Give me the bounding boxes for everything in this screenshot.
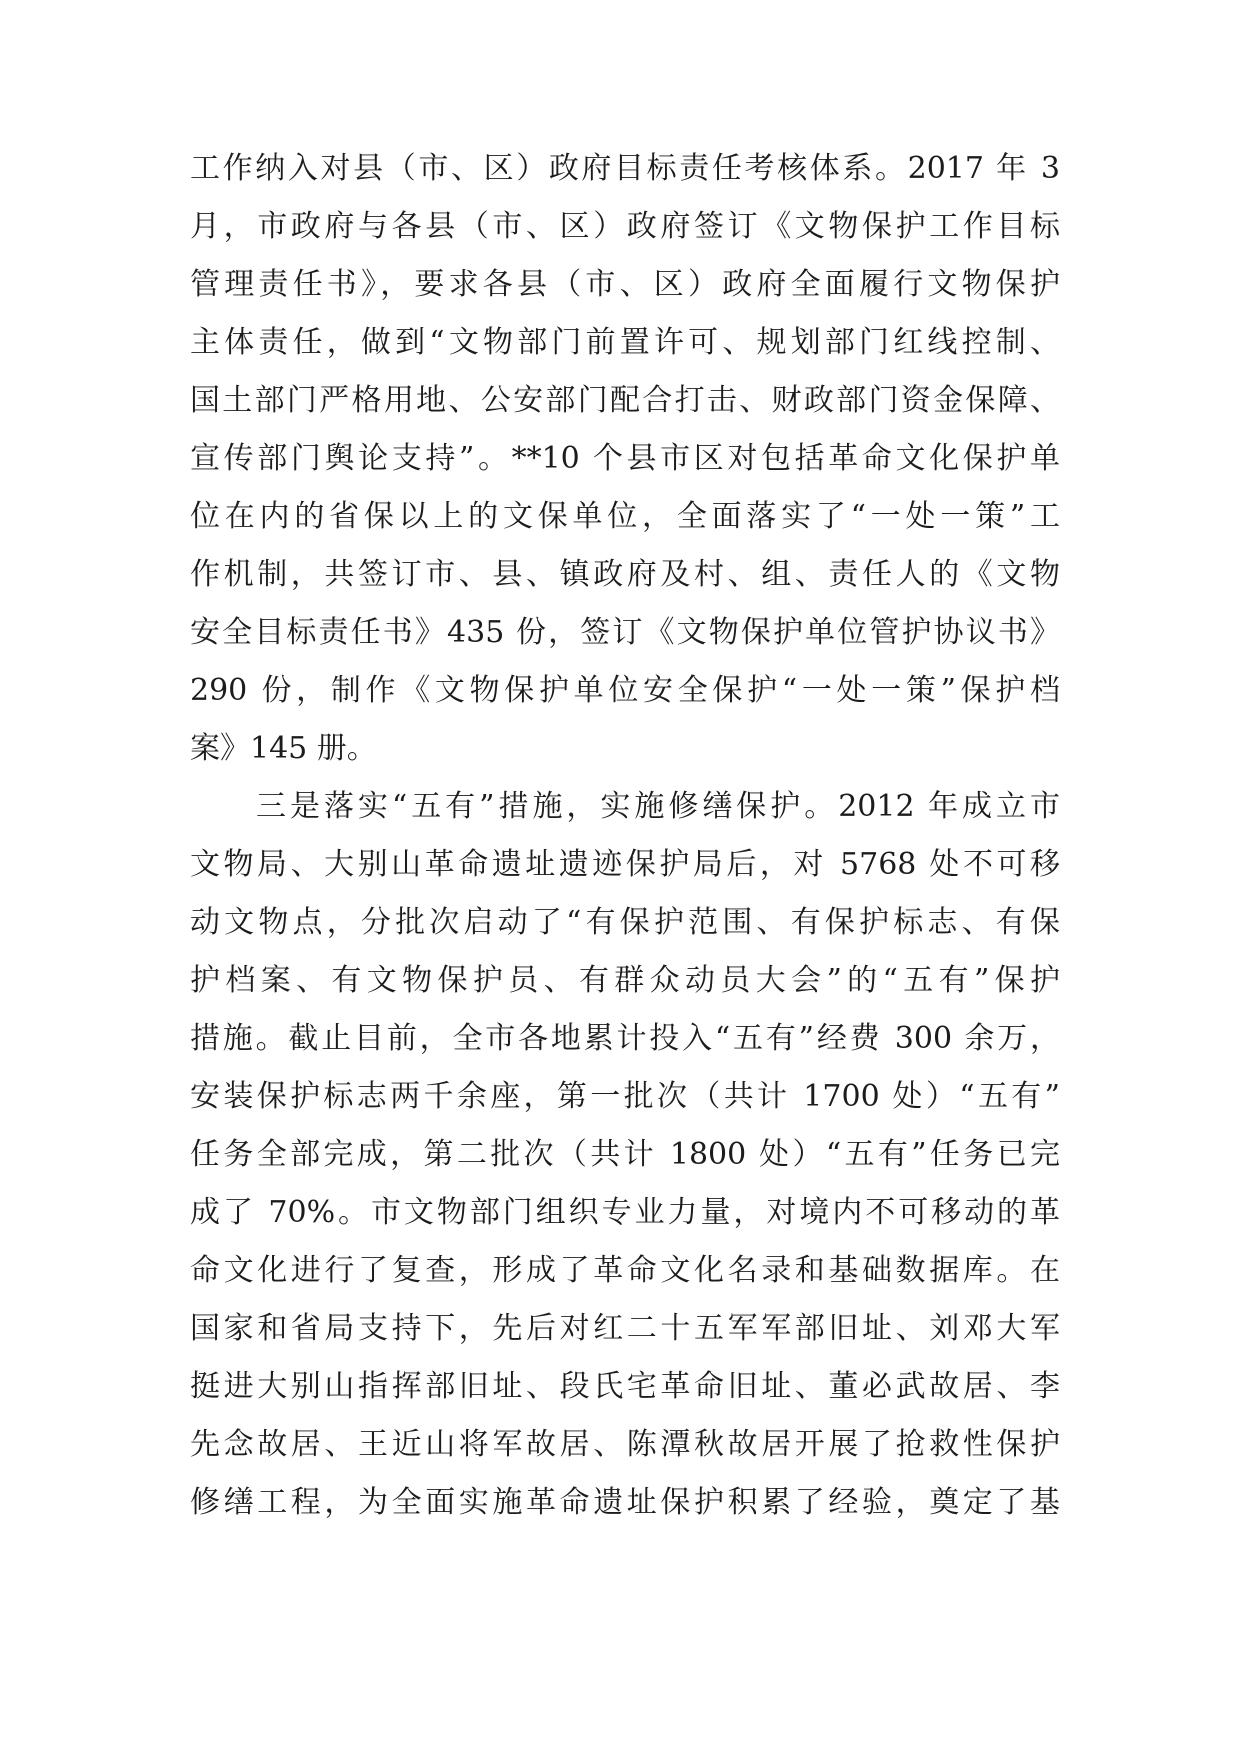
text-line: 动文物点，分批次启动了“有保护范围、有保护标志、有保 [190,905,1060,940]
text-line: 管理责任书》，要求各县（市、区）政府全面履行文物保护 [190,267,1060,302]
text-line: 安装保护标志两千余座，第一批次（共计 1700 处）“五有” [190,1079,1060,1114]
text-line: 月，市政府与各县（市、区）政府签订《文物保护工作目标 [190,209,1060,244]
text-line: 修缮工程，为全面实施革命遗址保护积累了经验，奠定了基 [190,1485,1060,1520]
text-line: 290 份，制作《文物保护单位安全保护“一处一策”保护档 [190,673,1060,708]
paragraph-first-line: 三是落实“五有”措施，实施修缮保护。2012 年成立市 [256,789,1060,824]
text-line: 国土部门严格用地、公安部门配合打击、财政部门资金保障、 [190,383,1060,418]
text-line: 工作纳入对县（市、区）政府目标责任考核体系。2017 年 3 [190,151,1060,186]
text-line: 挺进大别山指挥部旧址、段氏宅革命旧址、董必武故居、李 [190,1369,1060,1404]
text-line: 任务全部完成，第二批次（共计 1800 处）“五有”任务已完 [190,1137,1060,1172]
text-line: 先念故居、王近山将军故居、陈潭秋故居开展了抢救性保护 [190,1427,1060,1462]
text-line: 主体责任，做到“文物部门前置许可、规划部门红线控制、 [190,325,1060,360]
text-line: 文物局、大别山革命遗址遗迹保护局后，对 5768 处不可移 [190,847,1060,882]
text-line: 护档案、有文物保护员、有群众动员大会”的“五有”保护 [190,963,1060,998]
text-line: 安全目标责任书》435 份，签订《文物保护单位管护协议书》 [190,615,1060,650]
text-line: 国家和省局支持下，先后对红二十五军军部旧址、刘邓大军 [190,1311,1060,1346]
text-line: 命文化进行了复查，形成了革命文化名录和基础数据库。在 [190,1253,1060,1288]
text-line: 案》145 册。 [190,731,377,766]
text-line: 宣传部门舆论支持”。**10 个县市区对包括革命文化保护单 [190,441,1060,476]
text-line: 位在内的省保以上的文保单位，全面落实了“一处一策”工 [190,499,1060,534]
text-line: 作机制，共签订市、县、镇政府及村、组、责任人的《文物 [190,557,1060,592]
text-line: 成了 70%。市文物部门组织专业力量，对境内不可移动的革 [190,1195,1060,1230]
text-line: 措施。截止目前，全市各地累计投入“五有”经费 300 余万， [190,1021,1060,1056]
